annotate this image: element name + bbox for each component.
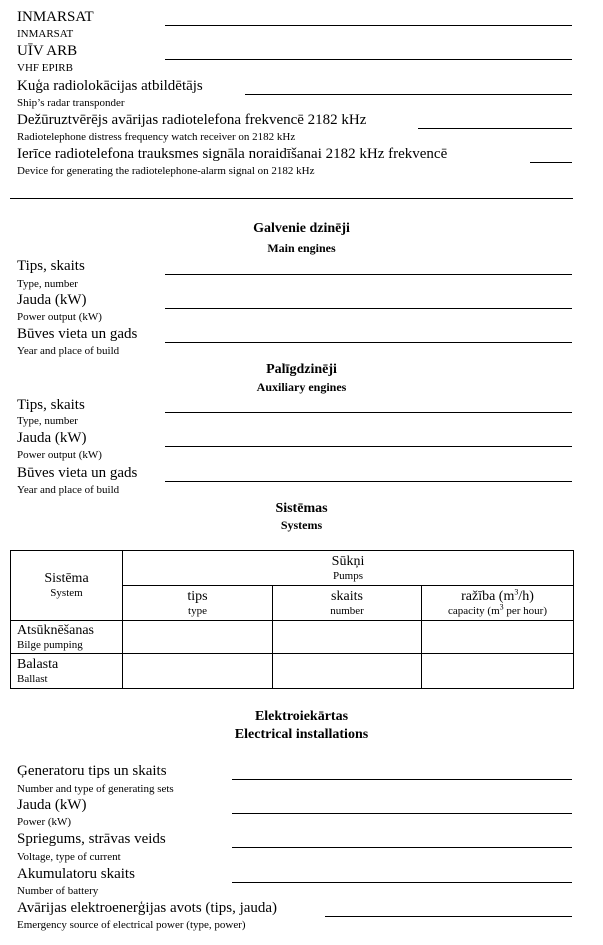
ballast-type-cell[interactable] [123,654,273,689]
voltage-label-en: Voltage, type of current [17,851,121,863]
bilge-number-cell[interactable] [273,621,422,654]
aux-power-label: Jauda (kW) [17,430,87,446]
emergency-source-label: Avārijas elektroenerģijas avots (tips, jauda) [17,900,278,916]
capacity-header: ražība $(m^3/h)$ [461,587,534,604]
main-build-field[interactable] [165,342,572,343]
main-build-label-en: Year and place of build [17,345,120,357]
systems-table [10,550,574,689]
emergency-source-label-en: Emergency source of electrical power (type, power) [17,919,246,931]
battery-label: Akumulatoru skaits [17,866,135,882]
ballast-row-label: Balasta Ballast [11,654,123,689]
table-row [11,621,574,654]
ballast-number-cell[interactable] [273,654,422,689]
battery-label-en: Number of battery [17,885,99,897]
main-build-label: Būves vieta un gads [17,326,138,342]
alarm-device-field[interactable] [530,162,572,163]
transponder-label-en: Ship’s radar transponder [17,97,125,109]
main-type-label-en: Type, number [17,278,78,290]
number-header: skaits [331,589,363,604]
system-header-cell [11,551,123,621]
watch-receiver-label: Dežūruztvērējs avārijas radiotelefona frekvencē 2182 kHz [17,112,367,128]
epirb-label: UĪV ARB [17,43,78,59]
elec-power-label-en: Power (kW) [17,816,72,828]
elec-power-field[interactable] [232,813,572,814]
type-header-en: type [188,605,207,617]
number-header-cell [273,586,422,621]
table-row [11,654,574,689]
generators-label: Ģeneratoru tips un skaits [17,763,167,779]
main-power-field[interactable] [165,308,572,309]
electrical-title-en: Electrical installations [234,727,369,742]
voltage-field[interactable] [232,847,572,848]
bilge-row-label: Atsūknēšanas Bilge pumping [11,621,123,654]
voltage-label: Spriegums, strāvas veids [17,831,166,847]
system-header-en: System [50,587,83,599]
watch-receiver-label-en: Radiotelephone distress frequency watch receiver on 2182 kHz [17,131,296,143]
number-header-en: number [330,605,364,617]
generators-field[interactable] [232,779,572,780]
aux-engines-title: Palīgdzinēji [266,362,337,377]
aux-type-field[interactable] [165,412,572,413]
watch-receiver-field[interactable] [418,128,572,129]
pumps-header-cell [123,551,574,586]
inmarsat-label: INMARSAT [17,9,94,25]
battery-field[interactable] [232,882,572,883]
epirb-label-en: VHF EPIRB [17,62,73,74]
emergency-source-field[interactable] [325,916,572,917]
generators-label-en: Number and type of generating sets [17,783,174,795]
alarm-device-label: Ierīce radiotelefona trauksmes signāla noraidīšanai 2182 kHz frekvencē [17,146,448,162]
type-header-cell [123,586,273,621]
aux-type-label: Tips, skaits [17,397,85,413]
ballast-capacity-cell[interactable] [422,654,574,689]
inmarsat-label-en: INMARSAT [17,28,74,40]
systems-title-en: Systems [280,518,323,532]
pumps-header-en: Pumps [333,570,363,582]
aux-type-label-en: Type, number [17,415,78,427]
aux-build-field[interactable] [165,481,572,482]
systems-title: Sistēmas [275,501,328,516]
system-header: Sistēma [44,571,89,586]
transponder-field[interactable] [245,94,572,95]
main-type-label: Tips, skaits [17,258,85,274]
epirb-field[interactable] [165,59,572,60]
transponder-label: Kuģa radiolokācijas atbildētājs [17,78,203,94]
capacity-header-en: capacity ($m^3$ per hour) [448,602,548,617]
aux-power-field[interactable] [165,446,572,447]
bilge-capacity-cell[interactable] [422,621,574,654]
main-type-field[interactable] [165,274,572,275]
aux-build-label: Būves vieta un gads [17,465,138,481]
elec-power-label: Jauda (kW) [17,797,87,813]
main-engines-title: Galvenie dzinēji [253,221,350,236]
inmarsat-field[interactable] [165,25,572,26]
main-engines-title-en: Main engines [267,241,336,255]
electrical-title: Elektroiekārtas [254,709,349,724]
main-power-label: Jauda (kW) [17,292,87,308]
alarm-device-label-en: Device for generating the radiotelephone-alarm signal on 2182 kHz [17,165,315,177]
aux-engines-title-en: Auxiliary engines [256,380,347,394]
main-power-label-en: Power output (kW) [17,311,102,323]
bilge-type-cell[interactable] [123,621,273,654]
aux-power-label-en: Power output (kW) [17,449,102,461]
aux-build-label-en: Year and place of build [17,484,120,496]
section-divider [10,198,573,199]
type-header: tips [187,589,208,604]
pumps-header: Sūkņi [331,554,365,569]
capacity-header-cell [422,586,574,621]
